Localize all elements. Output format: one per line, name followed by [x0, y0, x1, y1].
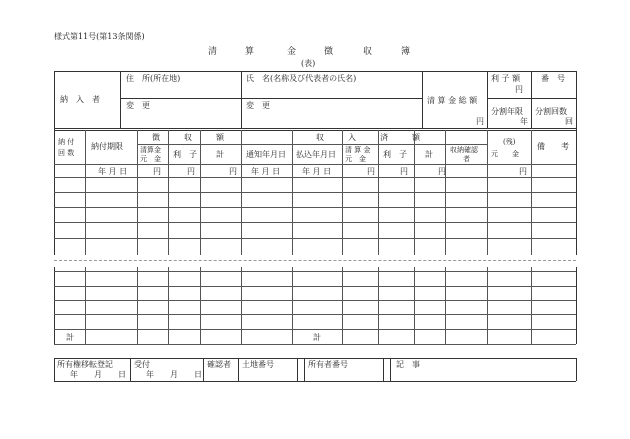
- settlement2-header-1: 清 算 金: [345, 146, 371, 154]
- table-column-line: [241, 130, 242, 344]
- table-row-line: [54, 344, 576, 345]
- confirm-header-2: 者: [463, 155, 470, 163]
- installment-count-unit: 回: [565, 117, 573, 126]
- unit-yen-3: 円: [229, 167, 237, 176]
- table-column-line: [137, 130, 138, 344]
- header-divider-1: [120, 71, 121, 128]
- colhead-bottom-line: [54, 164, 576, 165]
- total-amount-unit: 円: [476, 117, 484, 126]
- interest-amount-unit: 円: [515, 85, 523, 94]
- installment-years-unit: 年: [520, 117, 528, 126]
- table-row-line: [54, 314, 576, 315]
- total-amount-label: 清 算 金 総 額: [427, 96, 478, 105]
- header-divider-3: [422, 71, 423, 128]
- unit-yen-2: 円: [187, 167, 195, 176]
- lot-number-label: 土地番号: [242, 360, 274, 369]
- table-row-line: [54, 222, 576, 223]
- subtitle: (表): [301, 59, 316, 68]
- footer-divider-6: [383, 358, 384, 381]
- table-column-line: [85, 130, 86, 344]
- omission-gap: [0, 255, 630, 267]
- form-id: 様式第11号(第13条関係): [54, 32, 145, 41]
- transfer-registration-label: 所有権移転登記: [57, 360, 113, 369]
- paid-date-header: 払込年月日: [296, 150, 336, 159]
- title-char: 簿: [401, 47, 411, 57]
- installment-count-label: 分割回数: [535, 107, 567, 116]
- settlement-header-2: 元 金: [140, 155, 161, 163]
- unit-yen-6: 円: [438, 167, 446, 176]
- confirm-header-1: 収納確認: [450, 146, 478, 154]
- unit-ymd-1: 年 月 日: [98, 167, 128, 176]
- received-header: 収 入 済 額: [316, 133, 420, 142]
- transfer-date: 年 月 日: [70, 370, 126, 379]
- interest2-header: 利 子: [383, 150, 407, 159]
- footer-divider-7: [390, 358, 391, 381]
- omission-mark: [54, 260, 576, 261]
- footer-divider-1: [130, 358, 131, 381]
- remarks-header: 備 考: [537, 142, 569, 151]
- unit-yen-7: 円: [519, 167, 527, 176]
- table-column-line: [414, 130, 415, 344]
- units-row-bottom-line: [54, 177, 576, 178]
- footer-divider-5: [304, 358, 305, 381]
- balance-mark: (残): [503, 138, 516, 146]
- owner-number-label: 所有者番号: [308, 360, 348, 369]
- footer-top-line: [54, 358, 576, 359]
- installment-years-label: 分割年限: [491, 107, 523, 116]
- colhead-sub-line: [137, 144, 488, 145]
- number-label: 番 号: [541, 74, 565, 83]
- unit-yen-5: 円: [400, 167, 408, 176]
- table-row-line: [54, 207, 576, 208]
- collection-header: 徴 収 額: [152, 133, 224, 142]
- header-bottom-double: [54, 130, 576, 131]
- table-column-line: [292, 130, 293, 344]
- address-label: 住 所(所在地): [126, 74, 181, 83]
- title-char: 金: [287, 47, 297, 57]
- table-row-line: [54, 238, 576, 239]
- table-right-border: [576, 71, 577, 344]
- table-column-line: [487, 130, 488, 344]
- header-divider-2: [241, 71, 242, 128]
- table-column-line: [200, 130, 201, 344]
- due-date-header: 納付期限: [91, 142, 123, 151]
- total-right-label: 計: [313, 333, 321, 342]
- total2-header: 計: [425, 150, 433, 159]
- table-row-line: [54, 329, 576, 330]
- footer-divider-3: [238, 358, 239, 381]
- header-bottom-line: [54, 128, 576, 129]
- title-char: 収: [363, 47, 373, 57]
- table-column-line: [168, 130, 169, 344]
- unit-yen-1: 円: [153, 167, 161, 176]
- reception-label: 受付: [134, 360, 150, 369]
- balance-header: 元 金: [491, 150, 519, 158]
- title-char: 算: [245, 47, 255, 57]
- unit-ymd-2: 年 月 日: [251, 167, 281, 176]
- table-row-line: [54, 300, 576, 301]
- table-column-line: [378, 130, 379, 344]
- table-row-line: [54, 192, 576, 193]
- table-row-line: [54, 271, 576, 272]
- footer-divider-2: [203, 358, 204, 381]
- reception-date: 年 月 日: [146, 370, 202, 379]
- table-row-line: [54, 286, 576, 287]
- unit-ymd-3: 年 月 日: [302, 167, 332, 176]
- payment-count-label-2: 回 数: [58, 149, 75, 157]
- total-header: 計: [216, 150, 224, 159]
- notes-label: 記 事: [396, 360, 420, 369]
- payment-count-label-1: 納 付: [58, 138, 75, 146]
- footer-divider-4: [297, 358, 298, 381]
- payer-label: 納 入 者: [60, 95, 100, 104]
- table-column-line: [531, 130, 532, 344]
- header-divider-5: [531, 71, 532, 128]
- notice-date-header: 通知年月日: [246, 150, 286, 159]
- settlement-header-1: 清算金: [140, 146, 161, 154]
- footer-right-border: [576, 358, 577, 381]
- title-char: 徴: [324, 47, 334, 57]
- confirmer-label: 確認者: [207, 360, 231, 369]
- table-column-line: [342, 130, 343, 344]
- interest-amount-label: 利 子 額: [491, 74, 521, 83]
- footer-left-border: [54, 358, 55, 381]
- settlement2-header-2: 元 金: [345, 155, 366, 163]
- interest-header: 利 子: [173, 150, 197, 159]
- total-left-label: 計: [66, 333, 74, 342]
- title-char: 清: [208, 47, 218, 57]
- header-divider-4: [487, 71, 488, 128]
- table-column-line: [445, 130, 446, 344]
- change-label-2: 変 更: [246, 101, 270, 110]
- footer-bottom-line: [54, 381, 576, 382]
- name-label: 氏 名(名称及び代表者の氏名): [246, 74, 357, 83]
- change-label: 変 更: [126, 101, 150, 110]
- unit-yen-4: 円: [367, 167, 375, 176]
- header-mid-line: [120, 98, 422, 99]
- table-top-border: [54, 71, 576, 72]
